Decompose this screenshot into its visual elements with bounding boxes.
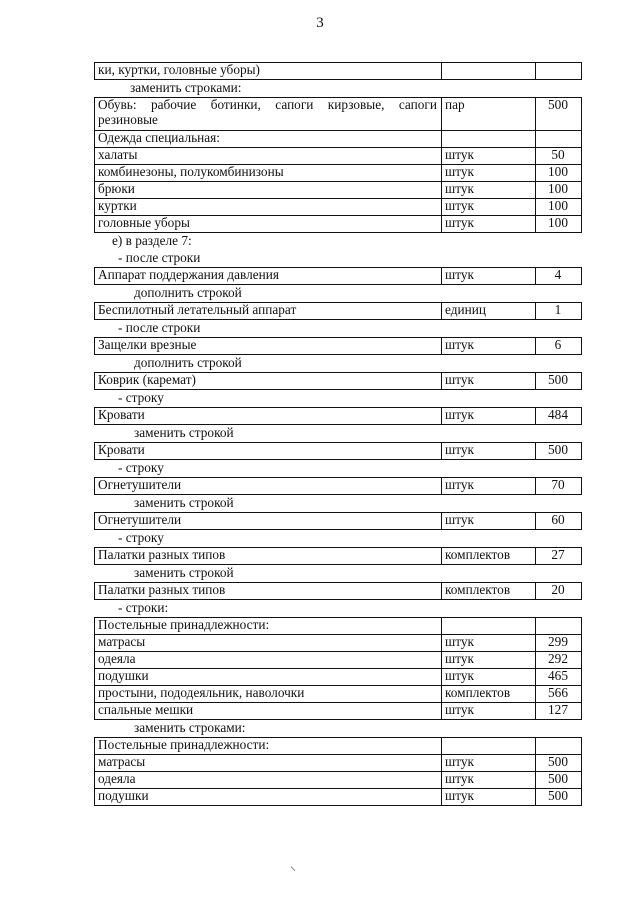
items-table <box>94 477 582 495</box>
table-row <box>95 216 582 233</box>
item-name-cell: Защелки врезные <box>95 338 442 355</box>
item-name-cell: матрасы <box>95 755 442 772</box>
unit-cell <box>442 131 536 148</box>
instruction-text: - после строки <box>118 320 201 335</box>
instruction-text: заменить строками: <box>130 80 242 95</box>
items-table <box>94 617 582 720</box>
unit-cell <box>442 618 536 635</box>
quantity-cell: 50 <box>536 148 582 165</box>
item-name-cell: подушки <box>95 789 442 806</box>
items-table <box>94 407 582 425</box>
unit-cell: штук <box>442 268 536 285</box>
table-row <box>95 669 582 686</box>
quantity-cell: 60 <box>536 513 582 530</box>
items-table <box>94 267 582 285</box>
quantity-cell: 4 <box>536 268 582 285</box>
unit-cell <box>442 63 536 80</box>
table-row <box>95 182 582 199</box>
table-row <box>95 63 582 80</box>
unit-cell: штук <box>442 755 536 772</box>
unit-cell: единиц <box>442 303 536 320</box>
quantity-cell: 500 <box>536 98 582 131</box>
table-row <box>95 635 582 652</box>
unit-cell: комплектов <box>442 686 536 703</box>
quantity-cell: 70 <box>536 478 582 495</box>
quantity-cell: 100 <box>536 182 582 199</box>
item-name-cell: спальные мешки <box>95 703 442 720</box>
quantity-cell: 100 <box>536 165 582 182</box>
unit-cell: штук <box>442 443 536 460</box>
instruction-text: заменить строками: <box>134 720 246 735</box>
quantity-cell <box>536 738 582 755</box>
quantity-cell: 484 <box>536 408 582 425</box>
items-table <box>94 62 582 80</box>
quantity-cell: 292 <box>536 652 582 669</box>
table-row <box>95 618 582 635</box>
unit-cell: штук <box>442 635 536 652</box>
unit-cell: штук <box>442 148 536 165</box>
table-row <box>95 131 582 148</box>
instruction-text: дополнить строкой <box>134 285 242 300</box>
table-row <box>95 443 582 460</box>
table-row <box>95 199 582 216</box>
table-row <box>95 789 582 806</box>
item-name-cell: простыни, пододеяльник, наволочки <box>95 686 442 703</box>
unit-cell: штук <box>442 478 536 495</box>
quantity-cell: 100 <box>536 216 582 233</box>
item-name-cell: головные уборы <box>95 216 442 233</box>
unit-cell: штук <box>442 373 536 390</box>
table-row <box>95 303 582 320</box>
instruction-text: - строки: <box>118 600 169 615</box>
item-name-cell: халаты <box>95 148 442 165</box>
quantity-cell: 465 <box>536 669 582 686</box>
item-name-cell: Постельные принадлежности: <box>95 738 442 755</box>
unit-cell: штук <box>442 165 536 182</box>
item-name-cell: комбинезоны, полукомбинизоны <box>95 165 442 182</box>
table-row <box>95 478 582 495</box>
item-name-cell: Кровати <box>95 408 442 425</box>
table-row <box>95 373 582 390</box>
items-table <box>94 337 582 355</box>
item-name-cell: Палатки разных типов <box>95 548 442 565</box>
item-name-cell: куртки <box>95 199 442 216</box>
instruction-text: дополнить строкой <box>134 355 242 370</box>
unit-cell: штук <box>442 408 536 425</box>
table-row <box>95 408 582 425</box>
unit-cell: штук <box>442 789 536 806</box>
instruction-text: заменить строкой <box>134 425 234 440</box>
table-row <box>95 338 582 355</box>
instruction-text: - строку <box>118 460 164 475</box>
instruction-text: - после строки <box>118 250 201 265</box>
unit-cell: штук <box>442 652 536 669</box>
unit-cell: пар <box>442 98 536 131</box>
items-table <box>94 547 582 565</box>
item-name-cell: подушки <box>95 669 442 686</box>
instruction-text: - строку <box>118 390 164 405</box>
unit-cell: комплектов <box>442 583 536 600</box>
table-row <box>95 772 582 789</box>
items-table <box>94 372 582 390</box>
quantity-cell: 299 <box>536 635 582 652</box>
table-row <box>95 652 582 669</box>
unit-cell: штук <box>442 669 536 686</box>
table-row <box>95 703 582 720</box>
unit-cell: штук <box>442 338 536 355</box>
table-row <box>95 755 582 772</box>
item-name-cell: Огнетушители <box>95 513 442 530</box>
unit-cell: штук <box>442 513 536 530</box>
table-row <box>95 548 582 565</box>
items-table <box>94 582 582 600</box>
quantity-cell <box>536 131 582 148</box>
unit-cell: штук <box>442 199 536 216</box>
items-table <box>94 302 582 320</box>
item-name-cell: Обувь: рабочие ботинки, сапоги кирзовые, сапоги резиновые <box>95 98 442 131</box>
table-row <box>95 148 582 165</box>
table-row <box>95 738 582 755</box>
item-name-cell: Палатки разных типов <box>95 583 442 600</box>
quantity-cell: 100 <box>536 199 582 216</box>
page-number: 3 <box>316 15 324 31</box>
item-name-cell: одеяла <box>95 652 442 669</box>
quantity-cell: 500 <box>536 789 582 806</box>
item-name-cell: Огнетушители <box>95 478 442 495</box>
item-name-cell: Постельные принадлежности: <box>95 618 442 635</box>
scan-mark: ⸌ <box>290 864 297 878</box>
item-name-cell: Кровати <box>95 443 442 460</box>
instruction-text: - строку <box>118 530 164 545</box>
unit-cell <box>442 738 536 755</box>
quantity-cell: 27 <box>536 548 582 565</box>
table-row <box>95 686 582 703</box>
instruction-text: заменить строкой <box>134 495 234 510</box>
unit-cell: штук <box>442 772 536 789</box>
quantity-cell: 20 <box>536 583 582 600</box>
quantity-cell: 6 <box>536 338 582 355</box>
table-row <box>95 513 582 530</box>
table-row <box>95 583 582 600</box>
table-row <box>95 165 582 182</box>
quantity-cell: 500 <box>536 772 582 789</box>
quantity-cell <box>536 63 582 80</box>
quantity-cell <box>536 618 582 635</box>
items-table <box>94 737 582 806</box>
unit-cell: штук <box>442 216 536 233</box>
item-name-cell: брюки <box>95 182 442 199</box>
quantity-cell: 500 <box>536 373 582 390</box>
quantity-cell: 1 <box>536 303 582 320</box>
document-body <box>94 62 582 806</box>
items-table <box>94 442 582 460</box>
quantity-cell: 500 <box>536 443 582 460</box>
item-name-cell: Одежда специальная: <box>95 131 442 148</box>
unit-cell: штук <box>442 182 536 199</box>
item-name-cell: матрасы <box>95 635 442 652</box>
table-row <box>95 268 582 285</box>
table-row <box>95 98 582 131</box>
item-name-cell: одеяла <box>95 772 442 789</box>
quantity-cell: 500 <box>536 755 582 772</box>
quantity-cell: 566 <box>536 686 582 703</box>
quantity-cell: 127 <box>536 703 582 720</box>
item-name-cell: Коврик (каремат) <box>95 373 442 390</box>
item-name-cell: Беспилотный летательный аппарат <box>95 303 442 320</box>
unit-cell: штук <box>442 703 536 720</box>
item-name-cell: ки, куртки, головные уборы) <box>95 63 442 80</box>
instruction-text: е) в разделе 7: <box>112 233 192 248</box>
items-table <box>94 97 582 233</box>
item-name-cell: Аппарат поддержания давления <box>95 268 442 285</box>
instruction-text: заменить строкой <box>134 565 234 580</box>
items-table <box>94 512 582 530</box>
unit-cell: комплектов <box>442 548 536 565</box>
